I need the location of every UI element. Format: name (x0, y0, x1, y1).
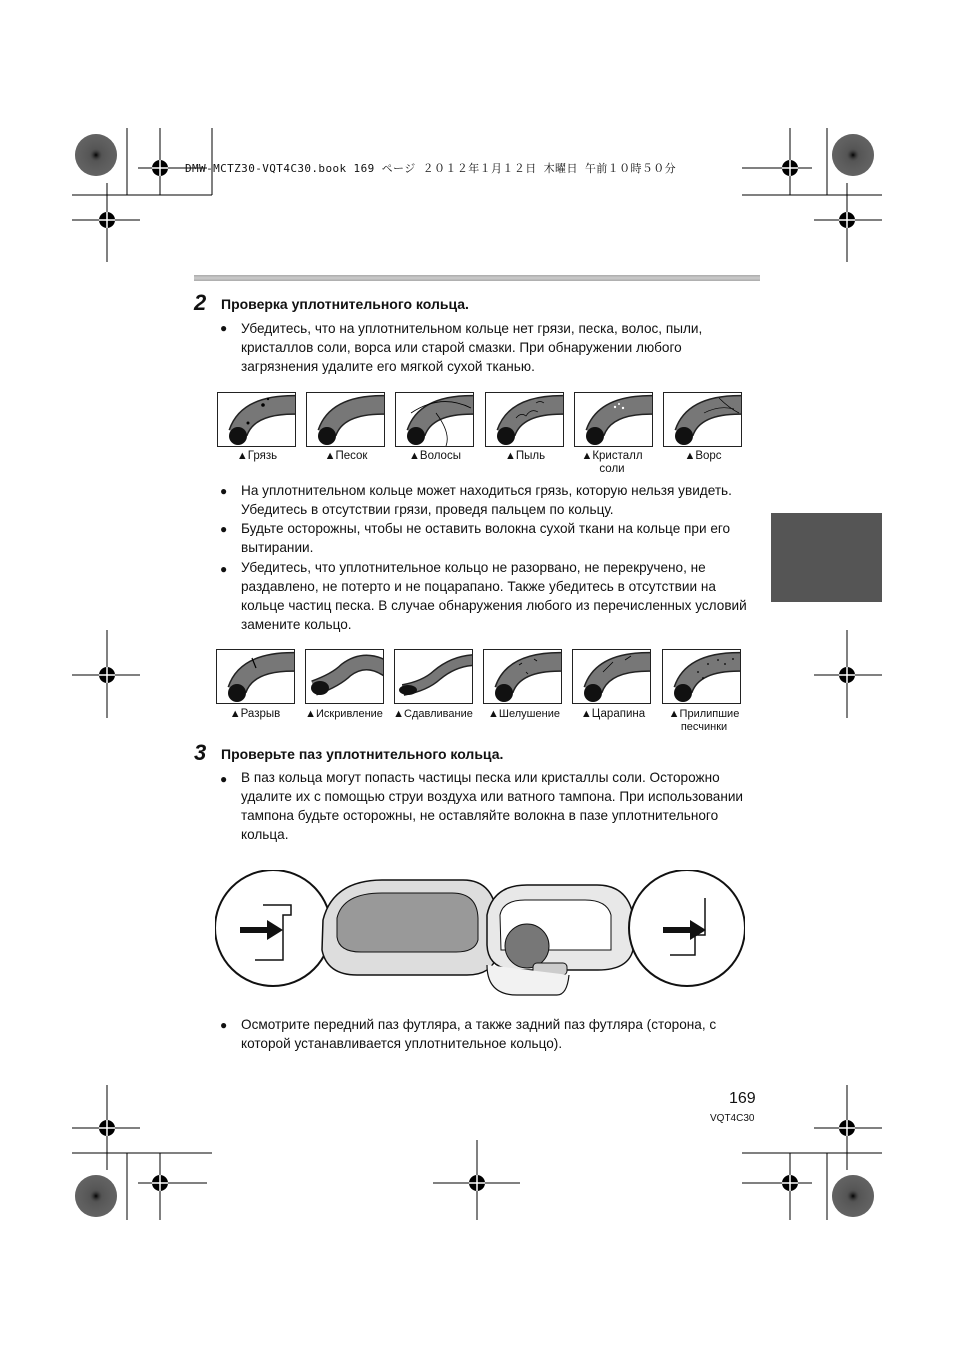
tear-illustration (216, 649, 295, 704)
step-3-title: Проверьте паз уплотнительного кольца. (221, 746, 504, 762)
step-2-title: Проверка уплотнительного кольца. (221, 296, 469, 312)
salt-crystal-illustration (574, 392, 653, 447)
caption-stuck-sand: ▲Прилипшие песчинки (668, 708, 740, 733)
bullet: ● (220, 321, 228, 335)
hair-illustration (395, 392, 474, 447)
sand-illustration (306, 392, 385, 447)
bullet: ● (220, 772, 228, 786)
dirt-illustration (217, 392, 296, 447)
lint-illustration (663, 392, 742, 447)
bullet: ● (220, 562, 228, 576)
scratch-illustration (572, 649, 651, 704)
step-number-2: 2 (194, 290, 207, 315)
stuck-sand-illustration (662, 649, 741, 704)
section-rule (194, 275, 760, 281)
step-number-3: 3 (194, 740, 207, 765)
caption-hair: ▲Волосы (409, 450, 461, 462)
housing-illustration (215, 870, 745, 1000)
caption-tear: ▲Разрыв (229, 708, 281, 720)
peeling-illustration (483, 649, 562, 704)
doc-code: VQT4C30 (710, 1113, 755, 1124)
caption-peeling: ▲Шелушение (488, 708, 560, 720)
step-3-final-bullet: Осмотрите передний паз футляра, а также задний паз футляра (сторона, с которой устанавливается уплотнительное кольцо). (241, 1017, 717, 1051)
dust-illustration (485, 392, 564, 447)
twist-illustration (305, 649, 384, 704)
caption-sand: ▲Песок (324, 450, 368, 462)
caption-dirt: ▲Грязь (236, 450, 278, 462)
caption-salt-crystal: ▲Кристалл соли (581, 450, 643, 475)
bullet: ● (220, 1018, 228, 1032)
chapter-tab (771, 513, 882, 602)
caption-lint: ▲Ворс (684, 450, 722, 462)
caption-dust: ▲Пыль (504, 450, 546, 462)
crush-illustration (394, 649, 473, 704)
caption-scratch: ▲Царапина (580, 708, 646, 720)
caption-twist: ▲Искривление (305, 708, 383, 720)
step-2-intro: Убедитесь, что на уплотнительном кольце нет грязи, песка, волос, пыли, кристаллов соли, ворса или старой смазки. При обнаружении любого загрязнения удалите его мягкой сухой тканью. (241, 321, 703, 374)
bullet: ● (220, 484, 228, 498)
step-2-bullet-2: Будьте осторожны, чтобы не оставить волокна сухой ткани на кольце при его вытирании. (241, 521, 731, 555)
bullet: ● (220, 522, 228, 536)
caption-crush: ▲Сдавливание (393, 708, 473, 720)
print-header-line: DMW-MCTZ30-VQT4C30.book 169 ページ ２０１２年１月１２日 木曜日 午前１０時５０分 (185, 162, 677, 175)
step-2-bullet-1: На уплотнительном кольце может находиться грязь, которую нельзя увидеть. Убедитесь в отсутствии грязи, проведя пальцем по кольцу. (241, 483, 732, 517)
page-number: 169 (729, 1090, 756, 1107)
step-2-bullet-3: Убедитесь, что уплотнительное кольцо не разорвано, не перекручено, не раздавлено, не потерто и не поцарапано. Также убедитесь в отсутствии на кольце частиц песка. В случае обнаружения любого из перечисленных условий замените кольцо. (241, 560, 747, 632)
step-3-bullet: В паз кольца могут попасть частицы песка или кристаллы соли. Осторожно удалите их с помощью струи воздуха или ватного тампона. При использовании тампона будьте осторожны, не оставляйте волокна в пазе уплотнительного кольца. (241, 770, 744, 842)
